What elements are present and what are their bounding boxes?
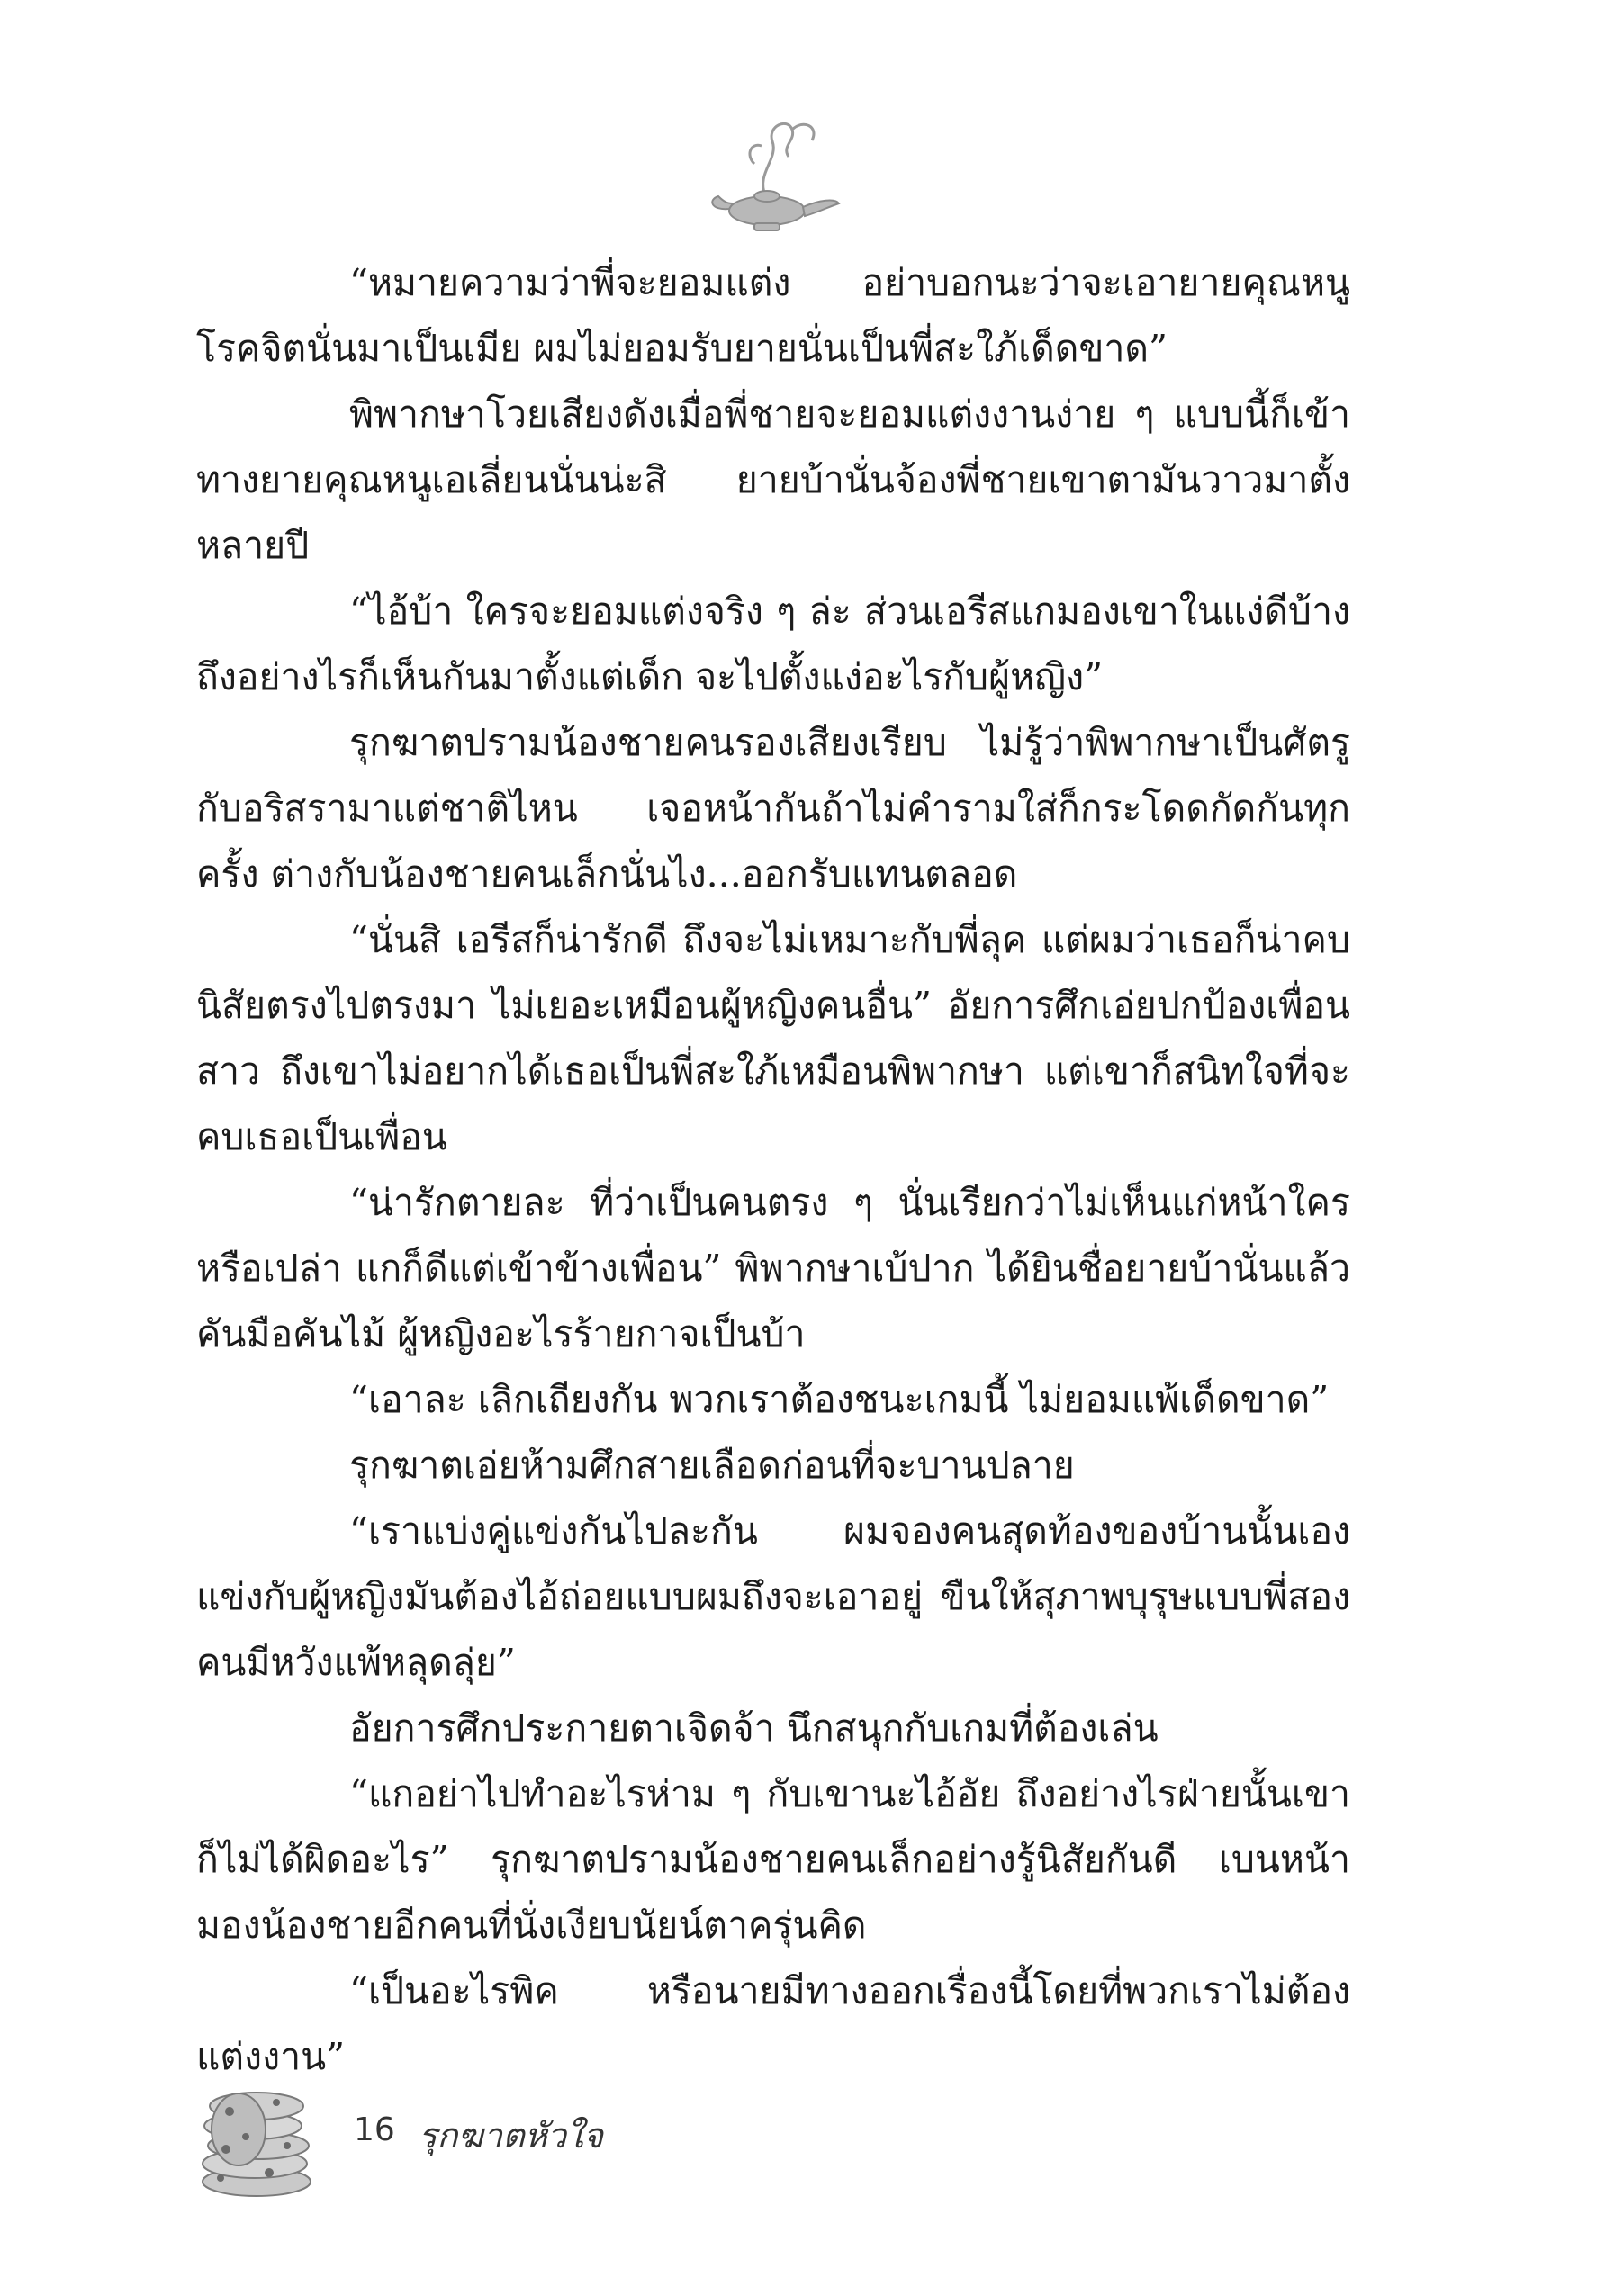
paragraph: “เราแบ่งคู่แข่งกันไปละกัน ผมจองคนสุดท้องของบ้านนั้นเอง แข่งกับผู้หญิงมันต้องไอ้ถ่อยแบบผมถึงจะเอาอยู่ ขืนให้สุภาพบุรุษแบบพี่สองคนมีหวังแพ้หลุดลุ่ย” <box>196 1509 1350 1684</box>
paragraph: “น่ารักตายละ ที่ว่าเป็นคนตรง ๆ นั่นเรียกว่าไม่เห็นแก่หน้าใครหรือเปล่า แกก็ดีแต่เข้าข้างเพื่อน” พิพากษาเบ้ปาก ได้ยินชื่อยายบ้านั่นแล้วคันมือคันไม้ ผู้หญิงอะไรร้ายกาจเป็นบ้า <box>196 1181 1350 1355</box>
paragraph: “เป็นอะไรพิค หรือนายมีทางออกเรื่องนี้โดยที่พวกเราไม่ต้องแต่งงาน” <box>196 1969 1350 2078</box>
paragraph: อัยการศึกประกายตาเจิดจ้า นึกสนุกกับเกมที่ต้องเล่น <box>349 1706 1159 1750</box>
paragraph: รุกฆาตปรามน้องชายคนรองเสียงเรียบ ไม่รู้ว่าพิพากษาเป็นศัตรูกับอริสรามาแต่ชาติไหน เจอหน้ากันถ้าไม่คำรามใส่ก็กระโดดกัดกันทุกครั้ง ต่างกับน้องชายคนเล็กนั่นไง...ออกรับแทนตลอด <box>196 721 1350 896</box>
cookie-stack-icon <box>194 2066 320 2201</box>
paragraph: พิพากษาโวยเสียงดังเมื่อพี่ชายจะยอมแต่งงานง่าย ๆ แบบนี้ก็เข้าทางยายคุณหนูเอเลี่ยนนั่นน่ะสิ ยายบ้านั่นจ้องพี่ชายเขาตามันวาวมาตั้งหลายปี <box>196 392 1350 567</box>
paragraph: รุกฆาตเอ่ยห้ามศึกสายเลือดก่อนที่จะบานปลาย <box>349 1444 1075 1487</box>
page-footer <box>194 2066 734 2201</box>
book-title: รุกฆาตหัวใจ <box>419 2116 603 2156</box>
page-number: 16 <box>354 2111 395 2148</box>
paragraph: “นั่นสิ เอรีสก็น่ารักดี ถึงจะไม่เหมาะกับพี่ลุค แต่ผมว่าเธอก็น่าคบ นิสัยตรงไปตรงมา ไม่เยอะเหมือนผู้หญิงคนอื่น” อัยการศึกเอ่ยปกป้องเพื่อนสาว ถึงเขาไม่อยากได้เธอเป็นพี่สะใภ้เหมือนพิพากษา แต่เขาก็สนิทใจที่จะคบเธอเป็นเพื่อน <box>196 918 1350 1158</box>
paragraph: “แกอย่าไปทำอะไรห่าม ๆ กับเขานะไอ้อัย ถึงอย่างไรฝ่ายนั้นเขาก็ไม่ได้ผิดอะไร” รุกฆาตปรามน้องชายคนเล็กอย่างรู้นิสัยกันดี เบนหน้ามองน้องชายอีกคนที่นั่งเงียบนัยน์ตาครุ่นคิด <box>196 1772 1350 1947</box>
paragraph: “เอาละ เลิกเถียงกัน พวกเราต้องชนะเกมนี้ ไม่ยอมแพ้เด็ดขาด” <box>349 1378 1330 1421</box>
genie-lamp-icon <box>702 110 846 245</box>
paragraph: “หมายความว่าพี่จะยอมแต่ง อย่าบอกนะว่าจะเอายายคุณหนูโรคจิตนั่นมาเป็นเมีย ผมไม่ยอมรับยายนั่นเป็นพี่สะใภ้เด็ดขาด” <box>196 261 1350 370</box>
story-text <box>196 250 1350 2090</box>
paragraph: “ไอ้บ้า ใครจะยอมแต่งจริง ๆ ล่ะ ส่วนเอรีสแกมองเขาในแง่ดีบ้าง ถึงอย่างไรก็เห็นกันมาตั้งแต่เด็ก จะไปตั้งแง่อะไรกับผู้หญิง” <box>196 590 1350 698</box>
